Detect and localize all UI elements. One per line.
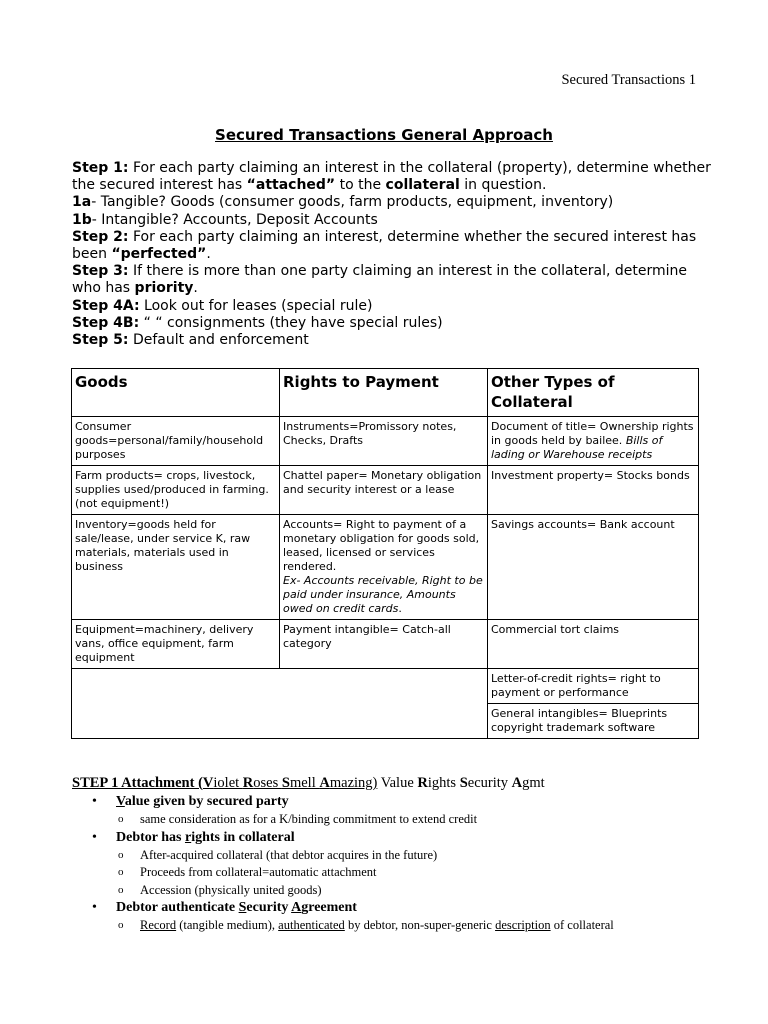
cell-equipment: Equipment=machinery, delivery vans, office equipment, farm equipment [72, 620, 280, 669]
page-header: Secured Transactions 1 [561, 72, 696, 88]
table-row [72, 417, 699, 466]
bullet-icon: • [92, 900, 97, 915]
sub-bullet-icon: o [118, 813, 124, 825]
list-item: • Debtor has rights in collateral [92, 829, 295, 845]
steps-section [72, 160, 712, 349]
cell-savings-accounts: Savings accounts= Bank account [488, 515, 699, 620]
table-header-row [72, 369, 699, 417]
step-1a: 1a- Tangible? Goods (consumer goods, farm products, equipment, inventory) [72, 194, 614, 211]
step-2: Step 2: For each party claiming an interest, determine whether the secured interest has been “perfected”. [72, 228, 697, 263]
list-item: • Value given by secured party [92, 794, 289, 809]
sub-bullet-icon: o [118, 883, 124, 896]
cell-document-of-title: Document of title= Ownership rights in goods held by bailee. Bills of lading or Warehouse receipts [488, 417, 699, 466]
cell-empty-merged [72, 669, 488, 739]
sub-bullet-icon: o [118, 919, 124, 931]
attachment-section [72, 773, 712, 935]
cell-farm-products: Farm products= crops, livestock, supplies used/produced in farming. (not equipment!) [72, 466, 280, 515]
attachment-list [72, 793, 712, 935]
attachment-heading: STEP 1 Attachment (Violet Roses Smell Amazing) Value Rights Security Agmt [72, 775, 545, 791]
list-item: o After-acquired collateral (that debtor acquires in the future) [72, 847, 712, 865]
list-item: • Debtor authenticate Security Agreement [92, 900, 357, 915]
cell-investment-property: Investment property= Stocks bonds [488, 466, 699, 515]
step-1: Step 1: For each party claiming an interest in the collateral (property), determine whether the secured interest has “attached” to the collateral in question. [72, 160, 711, 194]
list-item: o Proceeds from collateral=automatic attachment [72, 864, 712, 882]
header-goods: Goods [72, 369, 280, 417]
bullet-icon: • [92, 829, 97, 845]
step-5: Step 5: Default and enforcement [72, 332, 309, 349]
cell-chattel-paper: Chattel paper= Monetary obligation and security interest or a lease [280, 466, 488, 515]
cell-commercial-tort-claims: Commercial tort claims [488, 620, 699, 669]
collateral-types-table [71, 368, 699, 739]
cell-accounts: Accounts= Right to payment of a monetary obligation for goods sold, leased, licensed or services rendered. Ex- Accounts receivable, Right to be paid under insurance, Amounts owed on credit cards. [280, 515, 488, 620]
step-4b: Step 4B: “ “ consignments (they have special rules) [72, 314, 443, 331]
header-rights-to-payment: Rights to Payment [280, 369, 488, 417]
step-1b: 1b- Intangible? Accounts, Deposit Accounts [72, 211, 378, 228]
table-row [72, 620, 699, 669]
step-4a: Step 4A: Look out for leases (special rule) [72, 297, 373, 314]
table-row [72, 466, 699, 515]
table-row [72, 669, 699, 704]
cell-general-intangibles: General intangibles= Blueprints copyright trademark software [488, 704, 699, 739]
document-title: Secured Transactions General Approach [215, 126, 553, 144]
cell-inventory: Inventory=goods held for sale/lease, under service K, raw materials, materials used in business [72, 515, 280, 620]
table-row [72, 515, 699, 620]
list-item: o Accession (physically united goods) [72, 882, 712, 900]
cell-consumer-goods: Consumer goods=personal/family/household purposes [72, 417, 280, 466]
cell-letter-of-credit: Letter-of-credit rights= right to payment or performance [488, 669, 699, 704]
sub-bullet-icon: o [118, 848, 124, 861]
step-3: Step 3: If there is more than one party claiming an interest in the collateral, determine who has priority. [72, 263, 687, 297]
list-item: o same consideration as for a K/binding commitment to extend credit [72, 811, 712, 829]
cell-payment-intangible: Payment intangible= Catch-all category [280, 620, 488, 669]
sub-bullet-icon: o [118, 866, 124, 878]
header-other-types: Other Types of Collateral [488, 369, 699, 417]
cell-instruments: Instruments=Promissory notes, Checks, Drafts [280, 417, 488, 466]
bullet-icon: • [92, 794, 97, 809]
list-item: o Record (tangible medium), authenticated by debtor, non-super-generic description of collateral [72, 917, 712, 935]
